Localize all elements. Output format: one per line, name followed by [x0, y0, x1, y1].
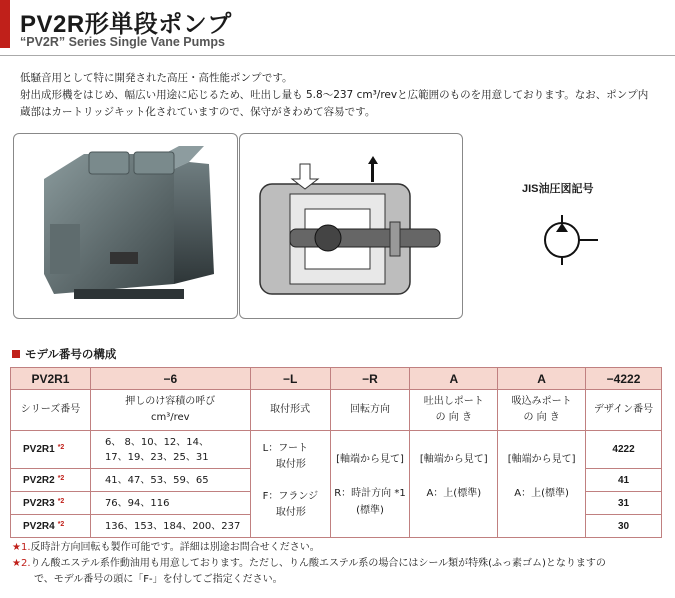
section-heading-text: モデル番号の構成 [25, 347, 117, 361]
series-cell: PV2R1 $^{*2}$ [11, 431, 91, 469]
footnote: ★1.反時計方向回転も製作可能です。詳細は別途お問合せください。 [12, 542, 320, 553]
pump-image [14, 134, 237, 318]
square-bullet-icon [12, 350, 20, 358]
section-heading [12, 346, 116, 362]
code-cell: A [410, 368, 498, 390]
cross-section-diagram [239, 133, 463, 319]
footnote: で、モデル番号の頭に「F-」を付してご指定ください。 [34, 574, 283, 585]
code-cell: −4222 [586, 368, 662, 390]
rotation-cell: [軸端から見て] R：時計方向 *1 (標準) [330, 431, 410, 538]
design-cell: 30 [586, 515, 662, 538]
intro-line: 蔵部はカートリッジキット化されていますので、保守がきわめて容易です。 [20, 106, 376, 118]
pump-symbol-icon [540, 215, 602, 265]
table-row [11, 431, 662, 469]
header-cell: シリーズ番号 [11, 390, 91, 431]
note-mark: *2 [57, 497, 65, 505]
discharge-port-cell: [軸端から見て] A：上(標準) [410, 431, 498, 538]
header-cell: 押しのけ容積の呼び cm³/rev [90, 390, 250, 431]
series-cell: PV2R4 $^{*2}$ [11, 515, 91, 538]
code-cell: −L [250, 368, 330, 390]
displacement-cell: 41、47、53、59、65 [90, 469, 250, 492]
design-cell: 31 [586, 492, 662, 515]
series-cell: PV2R3 $^{*2}$ [11, 492, 91, 515]
footnote: ★2.りん酸エステル系作動油用も用意しております。ただし、りん酸エステル系の場合にはシール類が特殊(ふっ素ゴム)となりますの [12, 558, 606, 569]
intro-line: 低騒音用として特に開発された高圧・高性能ポンプです。 [20, 72, 293, 84]
cross-section-image [240, 134, 462, 318]
header-divider [0, 55, 675, 56]
intro-line: 射出成形機をはじめ、幅広い用途に応じるため、吐出し量も 5.8〜237 cm³/revと広範囲のものを用意しております。なお、ポンプ内 [20, 89, 649, 101]
header-cell: 回転方向 [330, 390, 410, 431]
code-cell: −R [330, 368, 410, 390]
header-cell: 吸込みポート の 向 き [498, 390, 586, 431]
displacement-cell: 6、 8、10、12、14、 17、19、23、25、31 [90, 431, 250, 469]
footnotes [12, 540, 672, 588]
header-accent-bar [0, 0, 10, 48]
code-cell: −6 [90, 368, 250, 390]
code-cell: A [498, 368, 586, 390]
note-mark: *2 [57, 444, 65, 451]
header-cell: 取付形式 [250, 390, 330, 431]
page-title: PV2R形単段ポンプ [20, 11, 232, 38]
code-cell: PV2R1 [11, 368, 91, 390]
note-mark: *2 [57, 520, 65, 528]
intro-text [20, 70, 668, 121]
mounting-cell: L：フート 取付形 F：フランジ 取付形 [250, 431, 330, 538]
code-row [11, 368, 662, 390]
displacement-cell: 136、153、184、200、237 [90, 515, 250, 538]
page-subtitle: “PV2R” Series Single Vane Pumps [20, 35, 225, 49]
model-number-table [10, 367, 662, 538]
jis-symbol-label: JIS油圧図記号 [522, 183, 594, 195]
header-cell: 吐出しポート の 向 き [410, 390, 498, 431]
header-cell: デザイン番号 [586, 390, 662, 431]
note-mark: *2 [57, 474, 65, 482]
series-cell: PV2R2 $^{*2}$ [11, 469, 91, 492]
design-cell: 4222 [586, 431, 662, 469]
suction-port-cell: [軸端から見て] A：上(標準) [498, 431, 586, 538]
header-row [11, 390, 662, 431]
displacement-cell: 76、94、116 [90, 492, 250, 515]
design-cell: 41 [586, 469, 662, 492]
pump-photo [13, 133, 238, 319]
